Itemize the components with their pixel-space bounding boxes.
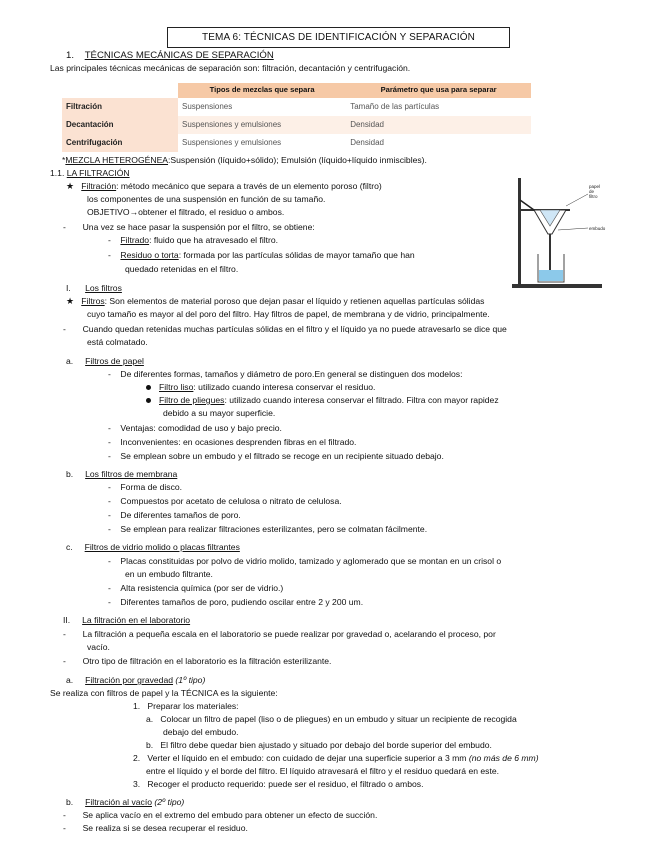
dash-item: - Cuando quedan retenidas muchas partículas sólidas en el filtro y el líquido ya no puede atravesarlo se dice que bbox=[63, 324, 507, 334]
dash-item: - La filtración a pequeña escala en el laboratorio se puede realizar por gravedad o, acelarando el proceso, por bbox=[63, 629, 496, 639]
dash-item: - Se realiza si se desea recuperar el residuo. bbox=[63, 823, 248, 833]
table-header: Parámetro que usa para separar bbox=[346, 83, 531, 98]
dash-item: - Se emplean sobre un embudo y el filtrado se recoge en un recipiente situado debajo. bbox=[108, 451, 444, 461]
dash-item: - Forma de disco. bbox=[108, 482, 183, 492]
text-line: OBJETIVO→obtener el filtrado, el residuo o ambos. bbox=[87, 207, 285, 217]
star-icon: ★ bbox=[66, 181, 75, 191]
fig-label: embudo bbox=[589, 226, 606, 231]
filtration-diagram bbox=[510, 176, 610, 292]
dash-item: - Residuo o torta: formada por las partículas sólidas de mayor tamaño que han bbox=[108, 250, 415, 260]
gravedad-heading: a. Filtración por gravedad (1º tipo) bbox=[66, 675, 206, 685]
dash-item: - Otro tipo de filtración en el laboratorio es la filtración esterilizante. bbox=[63, 656, 332, 666]
table-row: Decantación Suspensiones y emulsiones Densidad bbox=[62, 116, 531, 134]
text-line: cuyo tamaño es mayor al del poro del filtro. Hay filtros de papel, de membrana y de vidrio, principalmente. bbox=[87, 309, 490, 319]
text-line: vacío. bbox=[87, 642, 110, 652]
step-item: 3. Recoger el producto requerido: puede ser el residuo, el filtrado o ambos. bbox=[133, 779, 424, 789]
dash-item: - Se aplica vacío en el extremo del embudo para obtener un efecto de succión. bbox=[63, 810, 378, 820]
lab-heading: II. La filtración en el laboratorio bbox=[63, 615, 191, 625]
dash-item: - De diferentes formas, tamaños y diámetro de poro.En general se distinguen dos modelos: bbox=[108, 369, 463, 379]
papel-heading: a. Filtros de papel bbox=[66, 356, 144, 366]
page-title: TEMA 6: TÉCNICAS DE IDENTIFICACIÓN Y SEPARACIÓN bbox=[167, 27, 510, 48]
heterogeneous-note: *MEZCLA HETEROGÉNEA:Suspensión (líquido+sólido); Emulsión (líquido+líquido inmiscibles). bbox=[62, 155, 427, 165]
bullet-item: Filtro de pliegues: utilizado cuando interesa conservar el filtrado. Filtra con mayor rapidez bbox=[146, 395, 499, 406]
dash-item: - Diferentes tamaños de poro, pudiendo oscilar entre 2 y 200 um. bbox=[108, 597, 364, 607]
dash-item: - Se emplean para realizar filtraciones esterilizantes, pero se colmatan fácilmente. bbox=[108, 524, 428, 534]
text-line: los componentes de una suspensión en función de su tamaño. bbox=[87, 194, 326, 204]
section-1-heading: 1. TÉCNICAS MECÁNICAS DE SEPARACIÓN bbox=[66, 50, 274, 61]
vidrio-heading: c. Filtros de vidrio molido o placas filtrantes bbox=[66, 542, 240, 552]
step-item: 1. Preparar los materiales: bbox=[133, 701, 239, 711]
text-line: debido a su mayor superficie. bbox=[163, 408, 276, 418]
filtracion-def: ★ Filtración: método mecánico que separa a través de un elemento poroso (filtro) bbox=[66, 181, 382, 191]
filtros-heading: I. Los filtros bbox=[66, 283, 122, 293]
filtros-def: ★ Filtros: Son elementos de material poroso que dejan pasar el líquido y retienen aquellas partículas sólidas bbox=[66, 296, 485, 306]
fig-label: filtro bbox=[589, 194, 598, 199]
text-line: quedado retenidas en el filtro. bbox=[125, 264, 239, 274]
text-line: en un embudo filtrante. bbox=[125, 569, 213, 579]
membrana-heading: b. Los filtros de membrana bbox=[66, 469, 178, 479]
star-icon: ★ bbox=[66, 296, 75, 306]
table-header bbox=[62, 83, 178, 98]
dash-item: - Alta resistencia química (por ser de vidrio.) bbox=[108, 583, 284, 593]
step-item: b. El filtro debe quedar bien ajustado y situado por debajo del borde superior del embudo. bbox=[146, 740, 492, 750]
table-row: Centrifugación Suspensiones y emulsiones Densidad bbox=[62, 134, 531, 152]
text-line: está colmatado. bbox=[87, 337, 148, 347]
section-1-1-heading: 1.1. LA FILTRACIÓN bbox=[50, 168, 130, 178]
text-line: Se realiza con filtros de papel y la TÉCNICA es la siguiente: bbox=[50, 688, 278, 698]
dash-item: - Compuestos por acetato de celulosa o nitrato de celulosa. bbox=[108, 496, 342, 506]
dash-item: - Inconvenientes: en ocasiones desprenden fibras en el filtrado. bbox=[108, 437, 357, 447]
dash-item: - Filtrado: fluido que ha atravesado el filtro. bbox=[108, 235, 279, 245]
text-line: debajo del embudo. bbox=[163, 727, 239, 737]
text-line: entre el líquido y el borde del filtro. El líquido atravesará el filtro y el residuo quedará en este. bbox=[146, 766, 500, 776]
dash-item: - De diferentes tamaños de poro. bbox=[108, 510, 241, 520]
dash-item: - Ventajas: comodidad de uso y bajo precio. bbox=[108, 423, 282, 433]
step-item: 2. Verter el líquido en el embudo: con cuidado de dejar una superficie superior a 3 mm (no más de 6 mm) bbox=[133, 753, 539, 763]
bullet-item: Filtro liso: utilizado cuando interesa conservar el residuo. bbox=[146, 382, 375, 393]
separation-table bbox=[62, 83, 531, 152]
step-item: a. Colocar un filtro de papel (liso o de pliegues) en un embudo y situar un recipiente de recogida bbox=[146, 714, 517, 724]
vacio-heading: b. Filtración al vacío (2º tipo) bbox=[66, 797, 185, 807]
fig-label: de bbox=[589, 189, 595, 194]
table-header: Tipos de mezclas que separa bbox=[178, 83, 346, 98]
section-1-intro: Las principales técnicas mecánicas de separación son: filtración, decantación y centrifugación. bbox=[50, 63, 411, 73]
dash-item: - Una vez se hace pasar la suspensión por el filtro, se obtiene: bbox=[63, 222, 315, 232]
table-row: Filtración Suspensiones Tamaño de las partículas bbox=[62, 98, 531, 116]
dash-item: - Placas constituidas por polvo de vidrio molido, tamizado y aglomerado que se montan en un crisol o bbox=[108, 556, 502, 566]
fig-label: papel bbox=[589, 184, 601, 189]
